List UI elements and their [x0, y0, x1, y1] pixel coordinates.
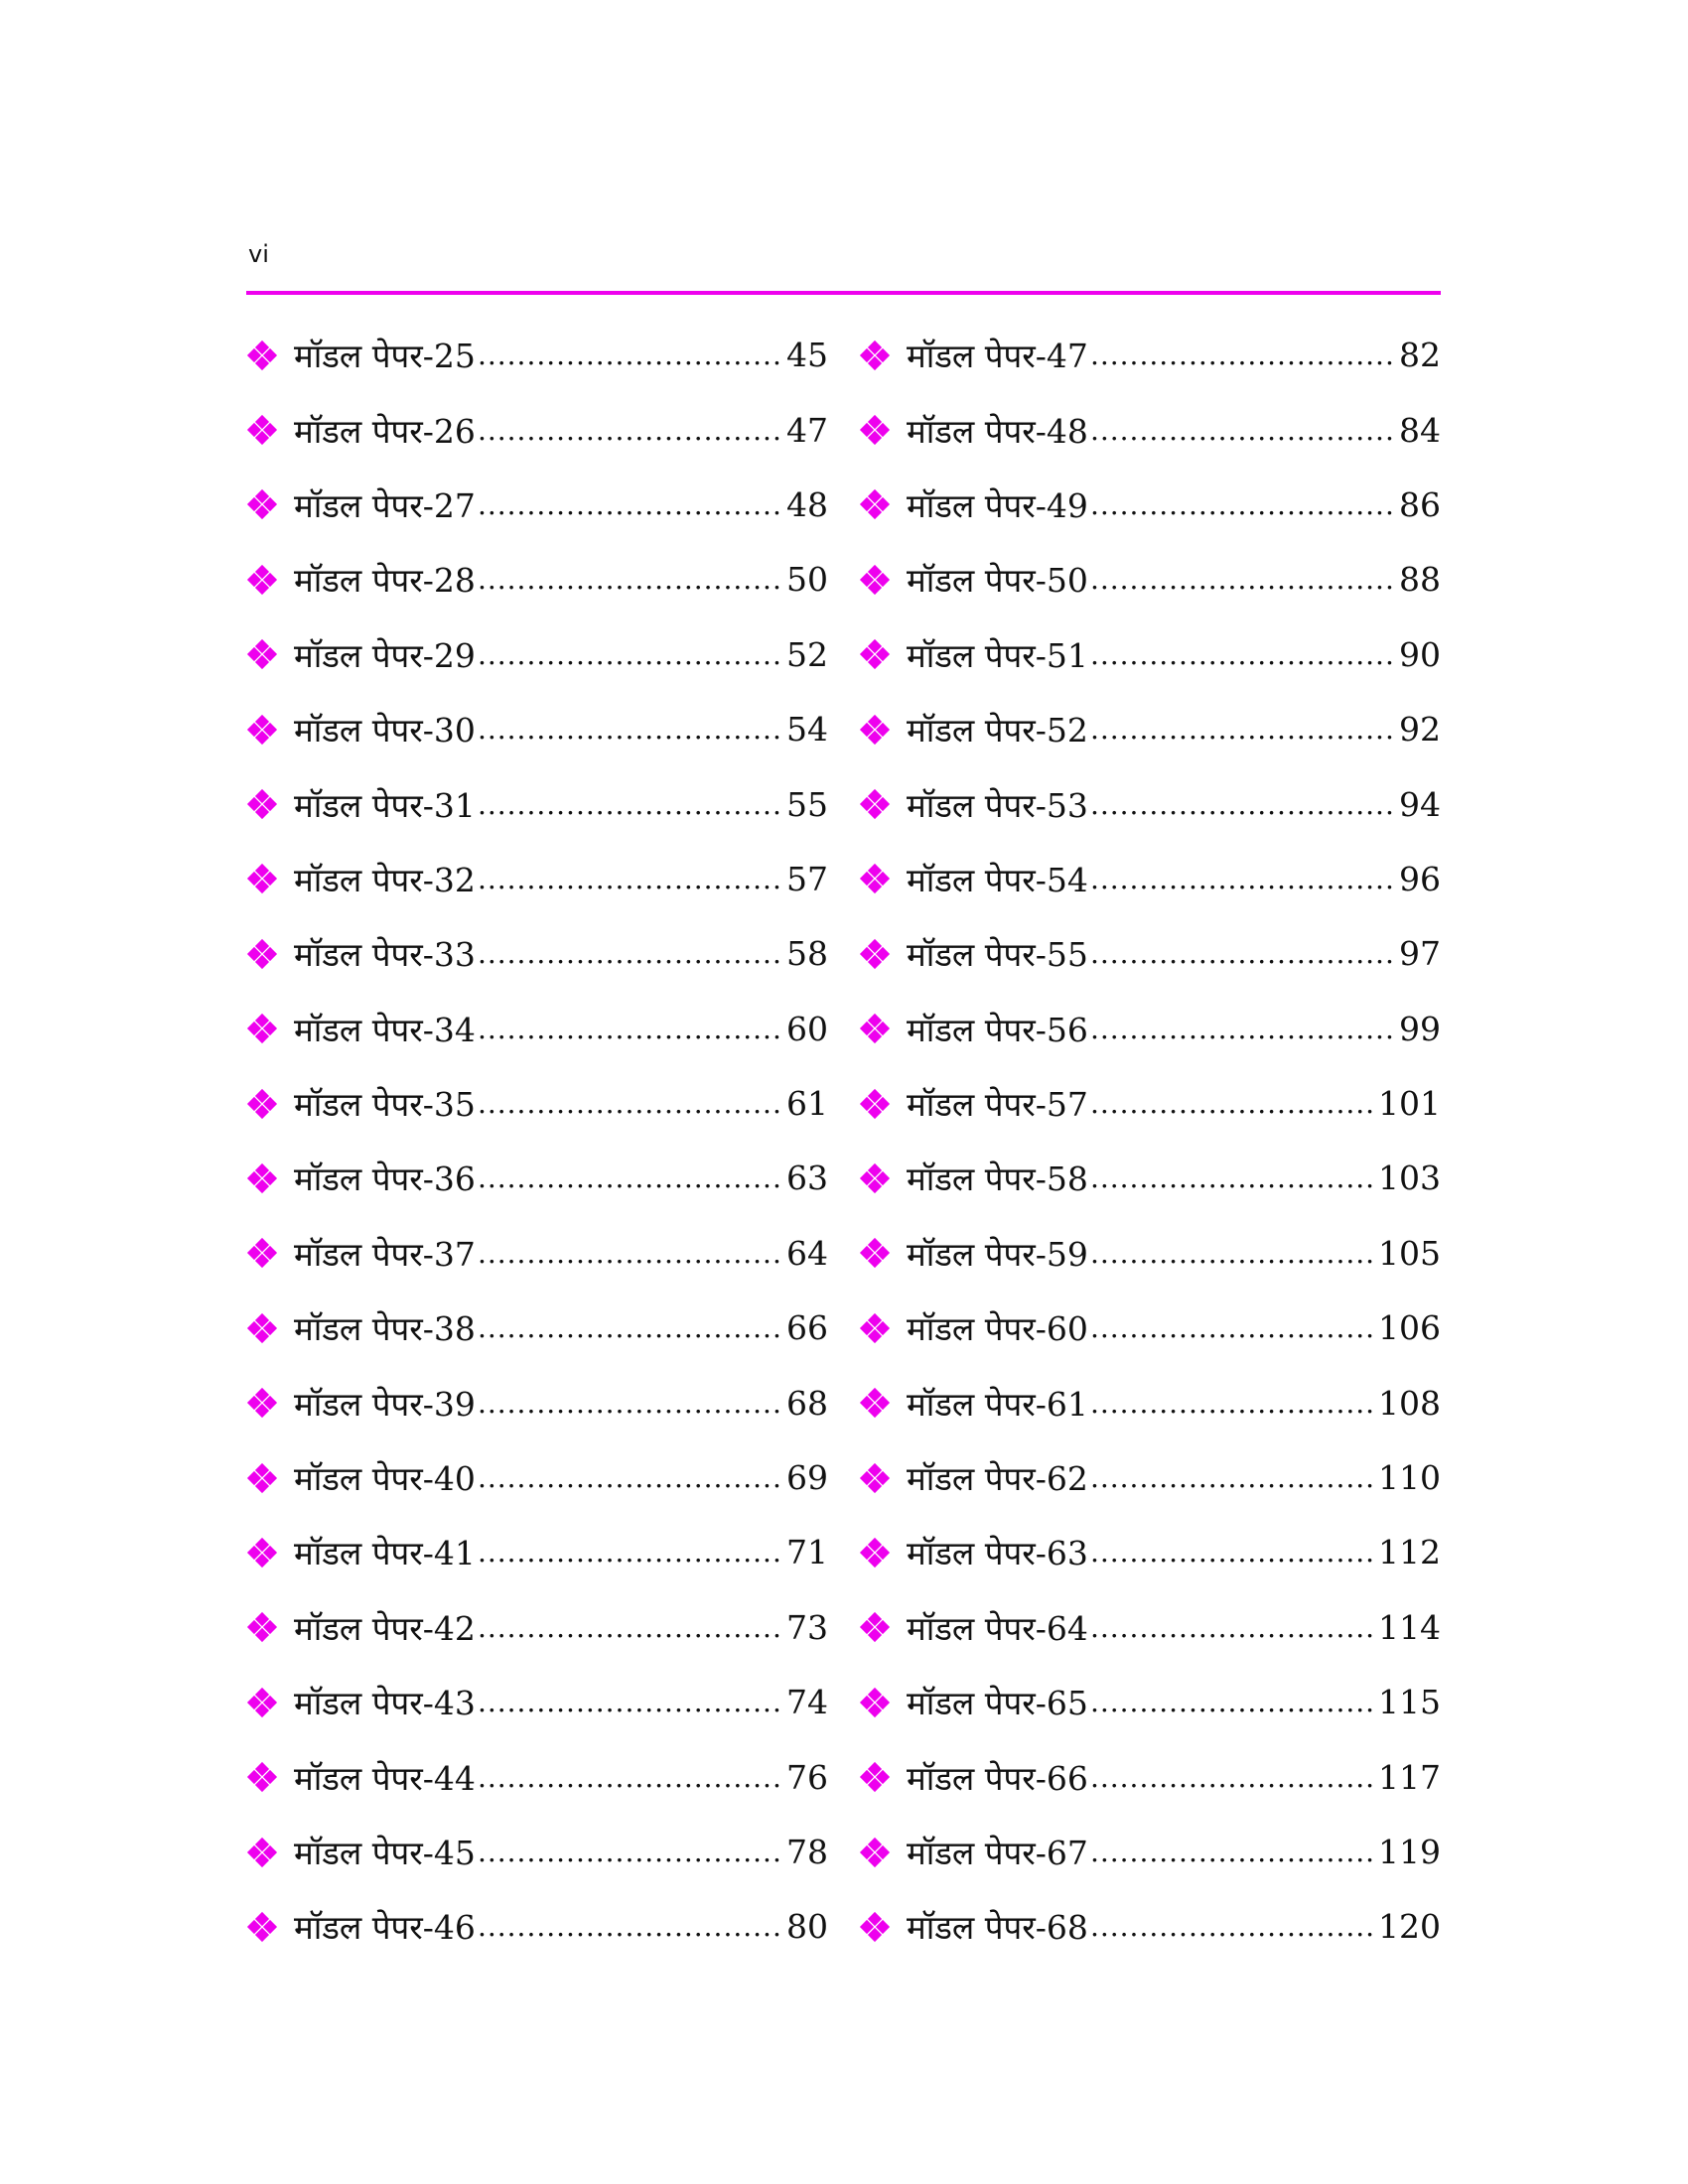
entry-page-number: 120 [1378, 1907, 1441, 1947]
entry-page-number: 57 [786, 859, 828, 898]
entry-label: मॉडल पेपर-36 [294, 1160, 476, 1199]
four-petal-diamond-icon [859, 788, 891, 820]
entry-label: मॉडल पेपर-46 [294, 1908, 476, 1948]
entry-page-number: 88 [1399, 560, 1441, 600]
entry-page-number: 58 [786, 934, 828, 974]
dot-leader [478, 937, 782, 970]
entry-label: मॉडल पेपर-33 [294, 935, 476, 975]
four-petal-diamond-icon [246, 863, 278, 894]
four-petal-diamond-icon [246, 1837, 278, 1868]
entry-label: मॉडल पेपर-28 [294, 561, 476, 601]
entry-label: मॉडल पेपर-52 [907, 711, 1088, 751]
four-petal-diamond-icon [246, 1911, 278, 1943]
four-petal-diamond-icon [246, 638, 278, 670]
entry-label: मॉडल पेपर-66 [907, 1758, 1088, 1798]
dot-leader [478, 414, 782, 447]
entry-page-number: 55 [786, 784, 828, 824]
entry-label: मॉडल पेपर-49 [907, 485, 1088, 525]
toc-entry[interactable] [859, 1665, 1441, 1739]
four-petal-diamond-icon [859, 1013, 891, 1044]
toc-entry[interactable] [859, 542, 1441, 616]
dot-leader [1090, 1536, 1374, 1569]
dot-leader [1090, 1611, 1374, 1644]
header-rule [246, 291, 1441, 295]
entry-page-number: 94 [1399, 784, 1441, 824]
entry-label: मॉडल पेपर-41 [294, 1534, 476, 1573]
four-petal-diamond-icon [246, 564, 278, 596]
entry-label: मॉडल पेपर-64 [907, 1608, 1088, 1648]
toc-entry[interactable] [246, 1739, 828, 1814]
toc-entry[interactable] [246, 1365, 828, 1439]
toc-entry[interactable] [859, 1815, 1441, 1889]
four-petal-diamond-icon [859, 564, 891, 596]
dot-leader [1090, 638, 1395, 671]
four-petal-diamond-icon [859, 714, 891, 746]
dot-leader [478, 1761, 782, 1794]
dot-leader [1090, 1311, 1374, 1344]
entry-page-number: 112 [1378, 1533, 1441, 1572]
dot-leader [1090, 339, 1395, 371]
entry-label: मॉडल पेपर-50 [907, 561, 1088, 601]
entry-page-number: 92 [1399, 710, 1441, 750]
dot-leader [1090, 1087, 1374, 1120]
four-petal-diamond-icon [859, 863, 891, 894]
dot-leader [1090, 1686, 1374, 1718]
toc-entry[interactable] [859, 842, 1441, 916]
four-petal-diamond-icon [859, 1462, 891, 1494]
entry-label: मॉडल पेपर-31 [294, 785, 476, 825]
dot-leader [1090, 1461, 1374, 1494]
four-petal-diamond-icon [859, 1088, 891, 1120]
four-petal-diamond-icon [859, 414, 891, 446]
four-petal-diamond-icon [859, 340, 891, 371]
toc-entry[interactable] [859, 1141, 1441, 1215]
entry-page-number: 101 [1378, 1084, 1441, 1124]
dot-leader [1090, 1761, 1374, 1794]
dot-leader [1090, 1836, 1374, 1868]
toc-right-column [859, 318, 1441, 1965]
entry-page-number: 71 [786, 1533, 828, 1572]
entry-label: मॉडल पेपर-62 [907, 1459, 1088, 1499]
entry-label: मॉडल पेपर-57 [907, 1085, 1088, 1125]
entry-page-number: 78 [786, 1833, 828, 1871]
four-petal-diamond-icon [859, 488, 891, 520]
entry-label: मॉडल पेपर-63 [907, 1534, 1088, 1573]
toc-entry[interactable] [246, 766, 828, 841]
four-petal-diamond-icon [246, 414, 278, 446]
entry-label: मॉडल पेपर-26 [294, 411, 476, 451]
four-petal-diamond-icon [859, 1162, 891, 1194]
toc-entry[interactable] [246, 1590, 828, 1665]
toc-entry[interactable] [859, 318, 1441, 392]
entry-label: मॉडल पेपर-38 [294, 1309, 476, 1349]
toc-entry[interactable] [246, 1440, 828, 1515]
dot-leader [478, 1461, 782, 1494]
dot-leader [478, 1237, 782, 1270]
toc-entry[interactable] [246, 1216, 828, 1291]
four-petal-diamond-icon [246, 1687, 278, 1718]
toc-entry[interactable] [246, 392, 828, 467]
toc-entry[interactable] [859, 1739, 1441, 1814]
toc-entry[interactable] [859, 1291, 1441, 1365]
dot-leader [478, 1611, 782, 1644]
entry-label: मॉडल पेपर-56 [907, 1010, 1088, 1049]
toc-entry[interactable] [859, 916, 1441, 991]
four-petal-diamond-icon [246, 1088, 278, 1120]
entry-page-number: 48 [786, 484, 828, 524]
toc-entry[interactable] [859, 392, 1441, 467]
toc-entry[interactable] [246, 1291, 828, 1365]
entry-page-number: 103 [1378, 1159, 1441, 1198]
entry-label: मॉडल पेपर-60 [907, 1309, 1088, 1349]
four-petal-diamond-icon [246, 1387, 278, 1419]
dot-leader [478, 563, 782, 596]
entry-page-number: 76 [786, 1757, 828, 1797]
four-petal-diamond-icon [859, 1611, 891, 1643]
entry-label: मॉडल पेपर-44 [294, 1758, 476, 1798]
entry-page-number: 96 [1399, 859, 1441, 898]
entry-label: मॉडल पेपर-67 [907, 1834, 1088, 1872]
four-petal-diamond-icon [859, 1687, 891, 1718]
four-petal-diamond-icon [246, 488, 278, 520]
four-petal-diamond-icon [246, 714, 278, 746]
entry-label: मॉडल पेपर-35 [294, 1085, 476, 1125]
four-petal-diamond-icon [246, 1162, 278, 1194]
toc-entry[interactable] [859, 1365, 1441, 1439]
four-petal-diamond-icon [246, 1537, 278, 1569]
dot-leader [1090, 414, 1395, 447]
four-petal-diamond-icon [859, 1837, 891, 1868]
four-petal-diamond-icon [246, 1611, 278, 1643]
dot-leader [1090, 788, 1395, 821]
toc-entry[interactable] [246, 1066, 828, 1141]
four-petal-diamond-icon [246, 1761, 278, 1793]
entry-label: मॉडल पेपर-53 [907, 785, 1088, 825]
dot-leader [1090, 1910, 1374, 1943]
entry-label: मॉडल पेपर-40 [294, 1459, 476, 1499]
entry-page-number: 52 [786, 634, 828, 674]
toc-entry[interactable] [859, 692, 1441, 766]
toc-entry[interactable] [246, 842, 828, 916]
dot-leader [478, 339, 782, 371]
four-petal-diamond-icon [859, 938, 891, 970]
entry-label: मॉडल पेपर-55 [907, 935, 1088, 975]
entry-label: मॉडल पेपर-29 [294, 635, 476, 675]
dot-leader [478, 713, 782, 746]
entry-page-number: 60 [786, 1009, 828, 1048]
entry-page-number: 74 [786, 1683, 828, 1722]
toc-entry[interactable] [246, 318, 828, 392]
four-petal-diamond-icon [246, 1013, 278, 1044]
entry-page-number: 45 [786, 336, 828, 375]
four-petal-diamond-icon [246, 1462, 278, 1494]
dot-leader [478, 788, 782, 821]
four-petal-diamond-icon [859, 1537, 891, 1569]
dot-leader [478, 1910, 782, 1943]
entry-page-number: 86 [1399, 484, 1441, 524]
four-petal-diamond-icon [859, 1911, 891, 1943]
entry-page-number: 80 [786, 1907, 828, 1947]
dot-leader [478, 638, 782, 671]
dot-leader [478, 1161, 782, 1194]
entry-label: मॉडल पेपर-37 [294, 1234, 476, 1274]
toc-entry[interactable] [246, 1141, 828, 1215]
entry-page-number: 50 [786, 560, 828, 600]
dot-leader [1090, 937, 1395, 970]
entry-page-number: 108 [1378, 1383, 1441, 1423]
entry-label: मॉडल पेपर-54 [907, 860, 1088, 899]
dot-leader [1090, 1161, 1374, 1194]
entry-page-number: 99 [1399, 1009, 1441, 1048]
entry-label: मॉडल पेपर-47 [907, 337, 1088, 376]
dot-leader [1090, 713, 1395, 746]
toc-entry[interactable] [859, 1216, 1441, 1291]
entry-page-number: 117 [1378, 1757, 1441, 1797]
dot-leader [478, 1686, 782, 1718]
dot-leader [478, 1087, 782, 1120]
entry-page-number: 47 [786, 410, 828, 450]
toc-entry[interactable] [246, 916, 828, 991]
entry-page-number: 54 [786, 710, 828, 750]
entry-page-number: 69 [786, 1458, 828, 1498]
four-petal-diamond-icon [246, 938, 278, 970]
toc-entry[interactable] [246, 617, 828, 692]
entry-page-number: 84 [1399, 410, 1441, 450]
entry-label: मॉडल पेपर-48 [907, 411, 1088, 451]
toc-left-column [246, 318, 828, 1965]
entry-label: मॉडल पेपर-45 [294, 1834, 476, 1872]
four-petal-diamond-icon [859, 1237, 891, 1269]
entry-page-number: 90 [1399, 634, 1441, 674]
toc-entry[interactable] [246, 542, 828, 616]
toc-entry[interactable] [246, 1665, 828, 1739]
entry-page-number: 66 [786, 1308, 828, 1348]
dot-leader [1090, 1237, 1374, 1270]
dot-leader [478, 1536, 782, 1569]
toc-entry[interactable] [246, 1889, 828, 1964]
entry-page-number: 68 [786, 1383, 828, 1423]
page-number: vi [248, 240, 269, 268]
entry-label: मॉडल पेपर-58 [907, 1160, 1088, 1199]
toc-entry[interactable] [859, 1066, 1441, 1141]
toc-entry[interactable] [859, 1515, 1441, 1589]
toc-entry[interactable] [859, 766, 1441, 841]
dot-leader [1090, 563, 1395, 596]
dot-leader [478, 1013, 782, 1045]
entry-label: मॉडल पेपर-59 [907, 1234, 1088, 1274]
entry-label: मॉडल पेपर-61 [907, 1384, 1088, 1424]
toc-entry[interactable] [859, 1889, 1441, 1964]
four-petal-diamond-icon [246, 1312, 278, 1344]
entry-label: मॉडल पेपर-39 [294, 1384, 476, 1424]
entry-page-number: 97 [1399, 934, 1441, 974]
entry-label: मॉडल पेपर-42 [294, 1608, 476, 1648]
four-petal-diamond-icon [859, 1312, 891, 1344]
toc-entry[interactable] [246, 468, 828, 542]
toc-entry[interactable] [859, 1590, 1441, 1665]
dot-leader [1090, 488, 1395, 521]
dot-leader [1090, 863, 1395, 895]
entry-label: मॉडल पेपर-27 [294, 485, 476, 525]
toc-entry[interactable] [246, 1515, 828, 1589]
four-petal-diamond-icon [859, 1387, 891, 1419]
entry-label: मॉडल पेपर-25 [294, 337, 476, 376]
four-petal-diamond-icon [246, 1237, 278, 1269]
entry-page-number: 119 [1378, 1833, 1441, 1871]
entry-label: मॉडल पेपर-65 [907, 1684, 1088, 1723]
toc-entry[interactable] [246, 692, 828, 766]
entry-page-number: 105 [1378, 1233, 1441, 1273]
four-petal-diamond-icon [246, 340, 278, 371]
dot-leader [478, 1836, 782, 1868]
entry-page-number: 114 [1378, 1607, 1441, 1647]
four-petal-diamond-icon [246, 788, 278, 820]
dot-leader [478, 488, 782, 521]
toc-entry[interactable] [246, 992, 828, 1066]
dot-leader [478, 863, 782, 895]
entry-page-number: 73 [786, 1607, 828, 1647]
entry-page-number: 82 [1399, 336, 1441, 375]
dot-leader [478, 1311, 782, 1344]
entry-page-number: 63 [786, 1159, 828, 1198]
dot-leader [1090, 1387, 1374, 1420]
entry-label: मॉडल पेपर-43 [294, 1684, 476, 1723]
entry-label: मॉडल पेपर-32 [294, 860, 476, 899]
toc-entry[interactable] [859, 468, 1441, 542]
entry-label: मॉडल पेपर-34 [294, 1010, 476, 1049]
toc-entry[interactable] [246, 1815, 828, 1889]
entry-page-number: 64 [786, 1233, 828, 1273]
entry-label: मॉडल पेपर-51 [907, 635, 1088, 675]
toc-entry[interactable] [859, 617, 1441, 692]
dot-leader [1090, 1013, 1395, 1045]
entry-page-number: 61 [786, 1084, 828, 1124]
toc-entry[interactable] [859, 1440, 1441, 1515]
toc-entry[interactable] [859, 992, 1441, 1066]
four-petal-diamond-icon [859, 638, 891, 670]
entry-page-number: 106 [1378, 1308, 1441, 1348]
entry-page-number: 110 [1378, 1458, 1441, 1498]
entry-page-number: 115 [1378, 1683, 1441, 1722]
entry-label: मॉडल पेपर-30 [294, 711, 476, 751]
dot-leader [478, 1387, 782, 1420]
entry-label: मॉडल पेपर-68 [907, 1908, 1088, 1948]
four-petal-diamond-icon [859, 1761, 891, 1793]
